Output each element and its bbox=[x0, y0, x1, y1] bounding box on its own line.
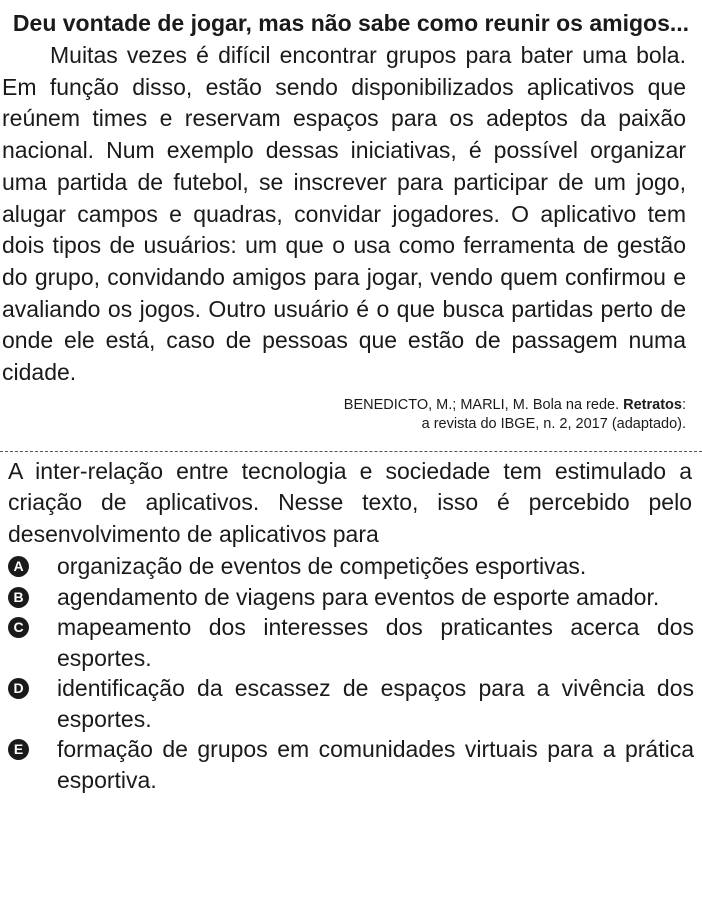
option-c-letter: C bbox=[8, 617, 29, 638]
option-a[interactable] bbox=[8, 551, 694, 582]
option-b-letter: B bbox=[8, 587, 29, 608]
source-citation bbox=[0, 396, 686, 434]
option-a-text: organização de eventos de competições esportivas. bbox=[57, 553, 587, 580]
answer-options bbox=[8, 551, 694, 795]
option-a-letter: A bbox=[8, 556, 29, 577]
option-e-letter: E bbox=[8, 739, 29, 760]
option-b-text: agendamento de viagens para eventos de esporte amador. bbox=[57, 583, 660, 610]
option-b[interactable] bbox=[8, 582, 694, 613]
source-publication: Retratos bbox=[623, 396, 682, 413]
passage-text: Muitas vezes é difícil encontrar grupos para bater uma bola. Em função disso, estão sendo disponibilizados aplicativos que reúnem times e reservam espaços para os adeptos da paixão nacional. Num exemplo dessas iniciativas, é possível organizar uma partida de futebol, se inscrever para participar de um jogo, alugar campos e quadras, convidar jogadores. O aplicativo tem dois tipos de usuários: um que o usa como ferramenta de gestão do grupo, convidando amigos para jogar, vendo quem confirmou e avaliando os jogos. Outro usuário é o que busca partidas perto de onde ele está, caso de pessoas que estão de passagem numa cidade. bbox=[2, 42, 686, 386]
section-divider bbox=[0, 451, 702, 452]
option-e[interactable] bbox=[8, 734, 694, 795]
source-line-1 bbox=[0, 396, 686, 415]
source-colon: : bbox=[681, 396, 686, 413]
source-line-2: a revista do IBGE, n. 2, 2017 (adaptado). bbox=[421, 415, 686, 432]
source-authors: BENEDICTO, M.; MARLI, M. Bola na rede. bbox=[343, 396, 620, 413]
option-c[interactable] bbox=[8, 612, 694, 673]
passage-title: Deu vontade de jogar, mas não sabe como reunir os amigos... bbox=[12, 10, 690, 36]
option-d-text: identificação da escassez de espaços para a vivência dos esportes. bbox=[57, 675, 694, 732]
question-stem: A inter-relação entre tecnologia e sociedade tem estimulado a criação de aplicativos. Nesse texto, isso é percebido pelo desenvolvimento de aplicativos para bbox=[8, 457, 692, 547]
option-c-text: mapeamento dos interesses dos praticantes acerca dos esportes. bbox=[57, 614, 694, 671]
option-d-letter: D bbox=[8, 678, 29, 699]
option-e-text: formação de grupos em comunidades virtuais para a prática esportiva. bbox=[57, 736, 694, 793]
option-d[interactable] bbox=[8, 673, 694, 734]
